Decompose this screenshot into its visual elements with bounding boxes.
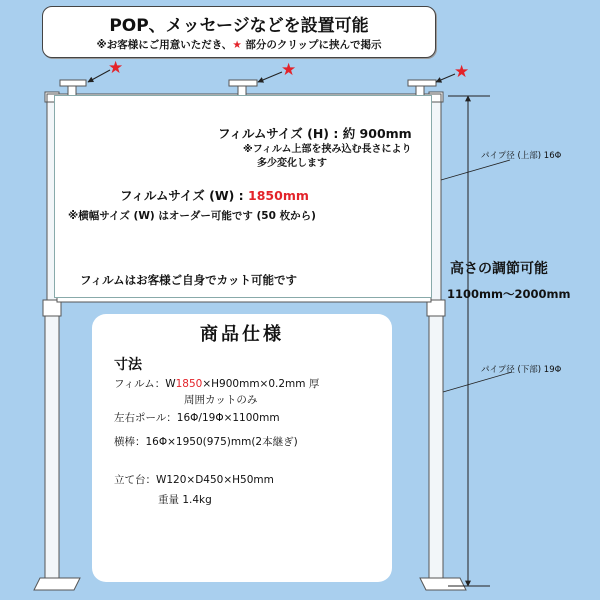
- film-height-note2: 多少変化します: [257, 158, 327, 169]
- pipe-bottom-leader: [443, 372, 512, 392]
- spec-weight: 重量 1.4kg: [158, 494, 212, 506]
- star-icon: ★: [281, 60, 297, 80]
- banner-title: POP、メッセージなどを設置可能: [109, 16, 369, 36]
- film-height-label: フィルムサイズ (H) : 約 900mm: [218, 126, 412, 141]
- height-adjust-range: 1100mm～2000mm: [447, 287, 571, 301]
- film-width-label: [118, 186, 311, 204]
- star-icon: ★: [454, 62, 470, 82]
- spec-pole: 左右ポール：16Φ/19Φ×1100mm: [114, 412, 280, 424]
- spec-title: 商品仕様: [200, 324, 284, 345]
- pipe-top-leader: [441, 160, 510, 180]
- pipe-top-label: パイプ径 (上部) 16Φ: [481, 151, 562, 161]
- spec-stand: 立て台：W120×D450×H50mm: [114, 474, 274, 486]
- height-adjust-title: 高さの調節可能: [450, 261, 548, 277]
- star-icon: ★: [232, 39, 242, 51]
- banner-subtitle: [43, 37, 435, 52]
- film-height-note1: ※フィルム上部を挟み込む長さにより: [243, 144, 412, 155]
- spec-film-pre: フィルム：W: [114, 378, 176, 390]
- pipe-bottom-label: パイプ径 (下部) 19Φ: [481, 365, 562, 375]
- spec-film-width: 1850: [175, 378, 203, 390]
- spec-film: [114, 376, 319, 391]
- spec-film-post: ×H900mm×0.2mm 厚: [202, 378, 320, 390]
- film-width-note: ※横幅サイズ (W) はオーダー可能です (50 枚から): [68, 210, 316, 222]
- spec-bar: 横棒：16Φ×1950(975)mm(2本継ぎ): [114, 436, 298, 448]
- star-icon: ★: [108, 58, 124, 78]
- banner-subtitle-post: 部分のクリップに挟んで掲示: [241, 39, 382, 51]
- film-cut-note: フィルムはお客様ご自身でカット可能です: [80, 273, 298, 287]
- film-width-value: 1850mm: [248, 188, 309, 203]
- banner: [42, 6, 436, 58]
- spec-heading: 寸法: [114, 357, 142, 373]
- spec-box: [92, 314, 392, 582]
- banner-subtitle-pre: ※お客様にご用意いただき、: [96, 39, 233, 51]
- spec-film-note: 周囲カットのみ: [184, 394, 258, 406]
- film-width-label-pre: フィルムサイズ (W) :: [120, 188, 249, 203]
- star-arrows: [88, 70, 455, 82]
